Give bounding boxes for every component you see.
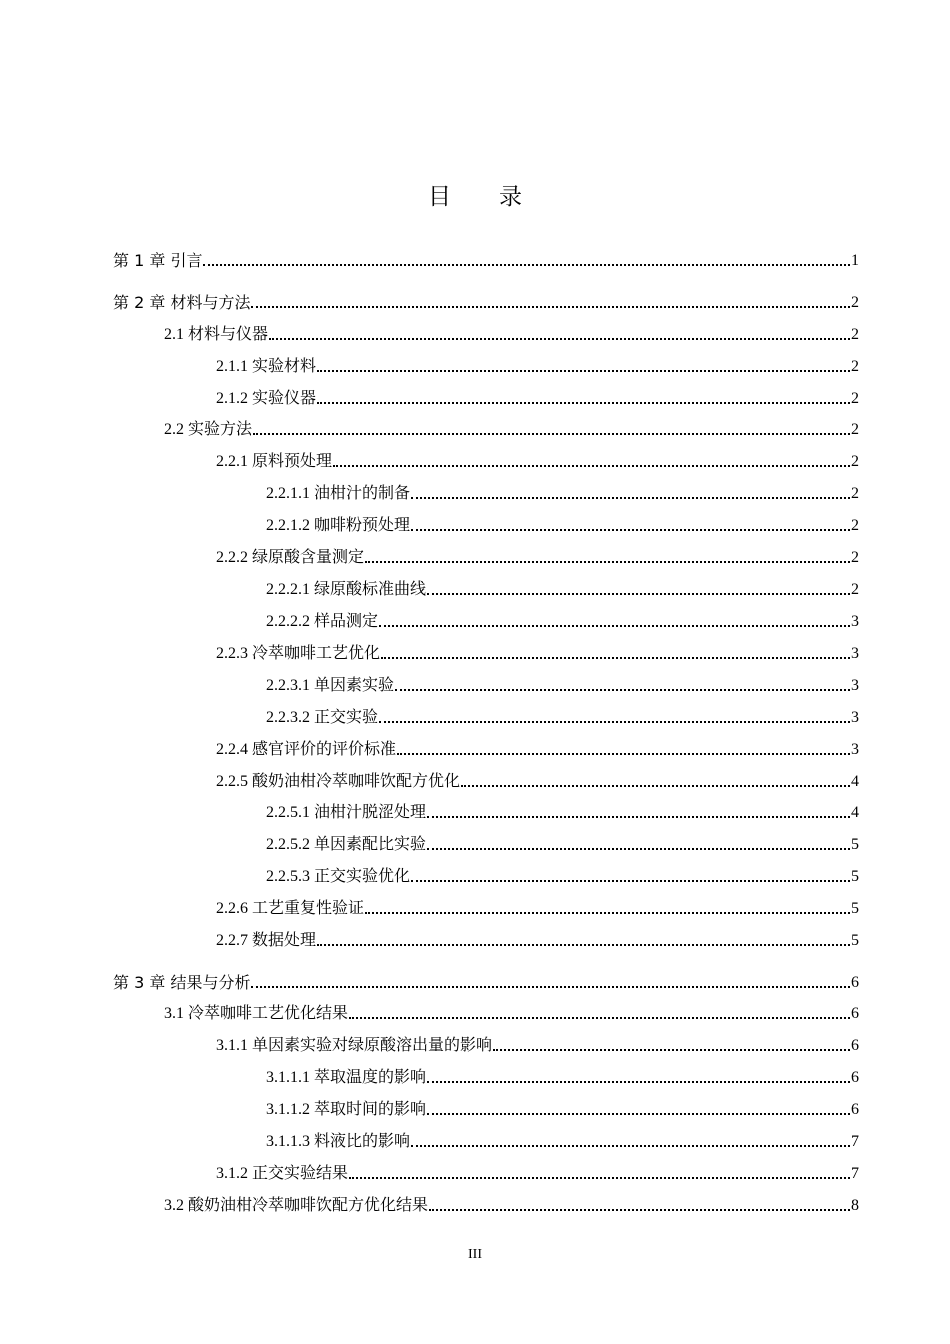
- toc-entry[interactable]: [216, 546, 859, 568]
- toc-entry-page: 2: [851, 517, 859, 534]
- toc-entry-page: 7: [851, 1165, 859, 1182]
- toc-entry-page: 2: [851, 421, 859, 438]
- toc-dot-leader: [349, 1177, 850, 1179]
- toc-entry-label: 2.1 材料与仪器: [164, 326, 269, 343]
- toc-entry-label: 3.1 冷萃咖啡工艺优化结果: [164, 1005, 349, 1022]
- toc-entry[interactable]: [164, 323, 859, 345]
- toc-dot-leader: [349, 1017, 850, 1019]
- toc-entry[interactable]: [266, 706, 859, 728]
- toc-entry-page: 3: [851, 709, 859, 726]
- toc-entry-label: 2.2.1.1 油柑汁的制备: [266, 485, 411, 502]
- page-number-footer: III: [468, 1247, 482, 1262]
- toc-entry-page: 7: [851, 1133, 859, 1150]
- toc-dot-leader: [317, 370, 850, 372]
- toc-dot-leader: [333, 465, 850, 467]
- toc-entry-page: 2: [851, 581, 859, 598]
- toc-entry-page: 5: [851, 932, 859, 949]
- toc-dot-leader: [427, 816, 850, 818]
- toc-entry[interactable]: [216, 1162, 859, 1184]
- toc-entry[interactable]: [266, 514, 859, 536]
- toc-entry-label: 2.2.7 数据处理: [216, 932, 317, 949]
- toc-entry-label: 2.2.3.1 单因素实验: [266, 677, 395, 694]
- toc-dot-leader: [427, 1113, 850, 1115]
- toc-entry[interactable]: [216, 770, 859, 792]
- toc-entry-page: 4: [851, 804, 859, 821]
- toc-entry-label: 2.2.2.1 绿原酸标准曲线: [266, 581, 427, 598]
- toc-entry-label: 第 2 章 材料与方法: [113, 293, 251, 312]
- toc-entry-label: 3.1.2 正交实验结果: [216, 1165, 349, 1182]
- toc-entry-page: 5: [851, 900, 859, 917]
- toc-entry[interactable]: [266, 578, 859, 600]
- toc-entry[interactable]: [216, 387, 859, 409]
- toc-entry-page: 6: [851, 1005, 859, 1022]
- toc-entry-label: 2.1.1 实验材料: [216, 358, 317, 375]
- toc-entry-label: 3.1.1.1 萃取温度的影响: [266, 1069, 427, 1086]
- toc-entry-page: 4: [851, 773, 859, 790]
- toc-entry-page: 6: [851, 1037, 859, 1054]
- toc-entry[interactable]: [266, 1098, 859, 1120]
- toc-entry-page: 6: [851, 1101, 859, 1118]
- toc-entry-page: 2: [851, 485, 859, 502]
- toc-entry-label: 2.2.2.2 样品测定: [266, 613, 379, 630]
- toc-entry-page: 3: [851, 677, 859, 694]
- toc-entry[interactable]: [164, 1194, 859, 1216]
- toc-entry-label: 2.2.3 冷萃咖啡工艺优化: [216, 645, 381, 662]
- toc-entry-page: 6: [851, 974, 859, 991]
- toc-dot-leader: [429, 1209, 850, 1211]
- toc-entry-page: 8: [851, 1197, 859, 1214]
- toc-entry-page: 5: [851, 868, 859, 885]
- toc-entry-label: 3.1.1 单因素实验对绿原酸溶出量的影响: [216, 1037, 493, 1054]
- toc-dot-leader: [395, 689, 850, 691]
- toc-dot-leader: [251, 986, 850, 988]
- page-title: 目录: [428, 184, 570, 210]
- toc-entry[interactable]: [216, 738, 859, 760]
- toc-entry-label: 2.2.2 绿原酸含量测定: [216, 549, 365, 566]
- toc-entry[interactable]: [216, 897, 859, 919]
- toc-entry[interactable]: [216, 450, 859, 472]
- toc-entry[interactable]: [266, 674, 859, 696]
- toc-entry-page: 2: [851, 294, 859, 311]
- toc-dot-leader: [203, 264, 850, 266]
- toc-entry-label: 3.1.1.2 萃取时间的影响: [266, 1101, 427, 1118]
- toc-entry-label: 2.2.5.3 正交实验优化: [266, 868, 411, 885]
- toc-dot-leader: [493, 1049, 850, 1051]
- toc-dot-leader: [411, 529, 850, 531]
- toc-entry-label: 2.2 实验方法: [164, 421, 253, 438]
- toc-dot-leader: [379, 625, 850, 627]
- toc-dot-leader: [427, 1081, 850, 1083]
- toc-entry-page: 2: [851, 453, 859, 470]
- toc-entry-label: 第 3 章 结果与分析: [113, 973, 251, 992]
- toc-entry-label: 2.2.5 酸奶油柑冷萃咖啡饮配方优化: [216, 773, 461, 790]
- toc-dot-leader: [379, 721, 850, 723]
- toc-chapter-entry[interactable]: [113, 971, 859, 993]
- toc-entry[interactable]: [266, 833, 859, 855]
- toc-entry[interactable]: [266, 1130, 859, 1152]
- toc-dot-leader: [253, 433, 850, 435]
- toc-entry-page: 1: [851, 252, 859, 269]
- toc-entry-page: 2: [851, 326, 859, 343]
- toc-chapter-entry[interactable]: [113, 249, 859, 271]
- toc-dot-leader: [461, 785, 850, 787]
- toc-entry[interactable]: [266, 1066, 859, 1088]
- toc-dot-leader: [411, 1145, 850, 1147]
- toc-entry[interactable]: [164, 418, 859, 440]
- toc-entry[interactable]: [216, 355, 859, 377]
- toc-entry-label: 3.2 酸奶油柑冷萃咖啡饮配方优化结果: [164, 1197, 429, 1214]
- toc-entry-page: 3: [851, 613, 859, 630]
- toc-entry-label: 2.2.5.2 单因素配比实验: [266, 836, 427, 853]
- toc-dot-leader: [427, 848, 850, 850]
- toc-entry[interactable]: [216, 1034, 859, 1056]
- toc-entry[interactable]: [164, 1002, 859, 1024]
- toc-entry-label: 2.2.1 原料预处理: [216, 453, 333, 470]
- toc-dot-leader: [251, 306, 850, 308]
- toc-entry[interactable]: [266, 482, 859, 504]
- toc-dot-leader: [411, 880, 850, 882]
- toc-chapter-entry[interactable]: [113, 291, 859, 313]
- toc-dot-leader: [317, 944, 850, 946]
- toc-entry-page: 3: [851, 741, 859, 758]
- toc-entry-label: 2.2.5.1 油柑汁脱涩处理: [266, 804, 427, 821]
- toc-entry-label: 2.2.3.2 正交实验: [266, 709, 379, 726]
- toc-dot-leader: [427, 593, 850, 595]
- toc-entry-label: 2.2.4 感官评价的评价标准: [216, 741, 397, 758]
- toc-entry-page: 3: [851, 645, 859, 662]
- toc-entry-page: 2: [851, 358, 859, 375]
- toc-entry[interactable]: [266, 610, 859, 632]
- toc-entry-label: 2.1.2 实验仪器: [216, 390, 317, 407]
- toc-dot-leader: [365, 912, 850, 914]
- toc-entry[interactable]: [216, 642, 859, 664]
- toc-dot-leader: [381, 657, 850, 659]
- toc-entry-label: 2.2.1.2 咖啡粉预处理: [266, 517, 411, 534]
- toc-entry-page: 5: [851, 836, 859, 853]
- toc-dot-leader: [411, 497, 850, 499]
- toc-entry-label: 2.2.6 工艺重复性验证: [216, 900, 365, 917]
- toc-dot-leader: [397, 753, 850, 755]
- toc-dot-leader: [269, 338, 850, 340]
- toc-entry-page: 2: [851, 390, 859, 407]
- toc-entry[interactable]: [266, 801, 859, 823]
- toc-entry-label: 3.1.1.3 料液比的影响: [266, 1133, 411, 1150]
- toc-dot-leader: [317, 402, 850, 404]
- toc-entry[interactable]: [216, 929, 859, 951]
- toc-dot-leader: [365, 561, 850, 563]
- toc-entry-label: 第 1 章 引言: [113, 251, 203, 270]
- toc-entry-page: 6: [851, 1069, 859, 1086]
- toc-entry-page: 2: [851, 549, 859, 566]
- toc-entry[interactable]: [266, 865, 859, 887]
